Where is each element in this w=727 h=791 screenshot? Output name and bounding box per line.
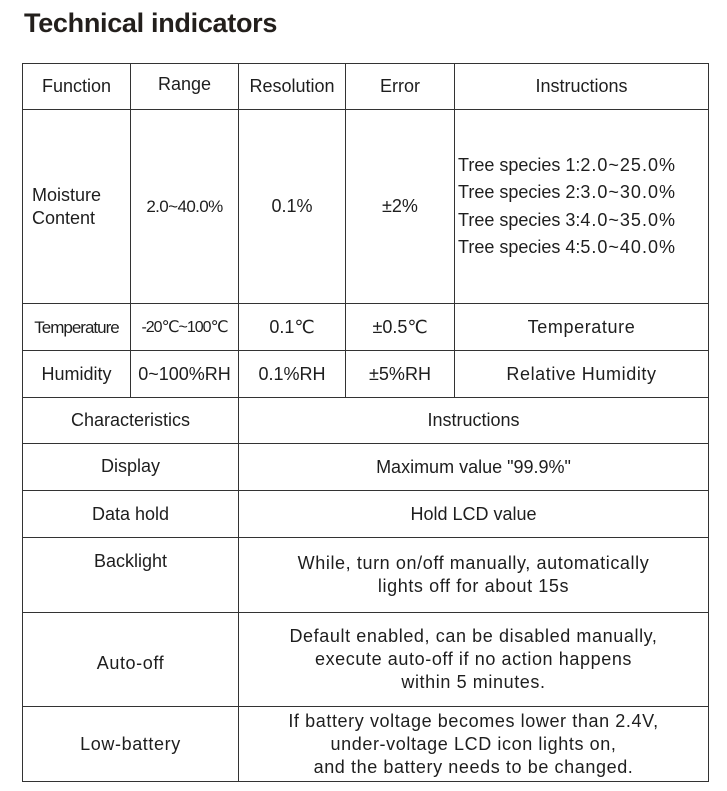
moisture-error: ±2% <box>382 196 418 216</box>
tree-species-item <box>458 152 676 180</box>
char-backlight-desc <box>239 538 708 612</box>
char-display-name: Display <box>100 455 161 476</box>
temperature-function: Temperature <box>34 317 119 337</box>
moisture-resolution: 0.1% <box>271 196 313 216</box>
desc-line: Default enabled, can be disabled manually, <box>289 626 658 646</box>
temperature-resolution: 0.1℃ <box>269 316 315 337</box>
desc-line: execute auto-off if no action happens <box>314 649 633 669</box>
header-function: Function <box>41 76 112 96</box>
header-resolution: Resolution <box>249 76 335 96</box>
moisture-instructions <box>455 110 708 303</box>
tree-species-range: 5.0~40.0% <box>580 237 676 257</box>
char-auto-off-desc <box>239 613 708 706</box>
humidity-instructions: Relative Humidity <box>506 363 657 384</box>
header-error: Error <box>380 76 420 96</box>
moisture-function-line: Content <box>32 207 96 228</box>
moisture-function-line: Moisture <box>32 184 102 205</box>
humidity-resolution: 0.1%RH <box>258 363 326 384</box>
header-range: Range <box>157 74 212 94</box>
header-characteristics: Characteristics <box>70 410 191 430</box>
desc-line: under-voltage LCD icon lights on, <box>330 733 617 754</box>
tree-species-item <box>458 179 676 207</box>
desc-line: If battery voltage becomes lower than 2.4V, <box>288 710 659 731</box>
desc-line: While, turn on/off manually, automatically <box>297 553 650 573</box>
temperature-range: -20℃~100℃ <box>141 318 228 336</box>
humidity-function: Humidity <box>41 363 112 384</box>
tree-species-label: Tree species 4: <box>458 237 581 257</box>
humidity-error: ±5%RH <box>369 363 431 384</box>
page-title: Technical indicators <box>24 8 278 38</box>
char-auto-off-name: Auto-off <box>96 653 165 673</box>
tree-species-item <box>458 207 676 235</box>
char-backlight-name: Backlight <box>93 550 168 571</box>
tree-species-item <box>458 234 676 262</box>
char-low-battery-desc <box>239 707 708 781</box>
moisture-range: 2.0~40.0% <box>146 197 223 216</box>
char-data-hold-name: Data hold <box>91 503 170 524</box>
header-instructions: Instructions <box>535 76 628 96</box>
tree-species-range: 3.0~30.0% <box>580 182 676 202</box>
tree-species-range: 2.0~25.0% <box>580 154 676 175</box>
tree-species-label: Tree species 2: <box>458 182 581 202</box>
temperature-instructions: Temperature <box>527 316 636 337</box>
moisture-function <box>23 110 130 303</box>
temperature-error: ±0.5℃ <box>372 316 428 337</box>
tree-species-range: 4.0~35.0% <box>580 209 676 230</box>
char-data-hold-desc: Hold LCD value <box>410 503 537 524</box>
desc-line: lights off for about 15s <box>377 576 570 596</box>
desc-line: and the battery needs to be changed. <box>313 756 634 777</box>
char-display-desc: Maximum value "99.9%" <box>376 456 571 477</box>
humidity-range: 0~100%RH <box>138 363 231 384</box>
tree-species-label: Tree species 3: <box>458 209 581 230</box>
desc-line: within 5 minutes. <box>401 672 546 692</box>
tree-species-label: Tree species 1: <box>458 154 581 175</box>
char-low-battery-name: Low-battery <box>80 733 181 754</box>
header-char-instructions: Instructions <box>427 410 520 430</box>
